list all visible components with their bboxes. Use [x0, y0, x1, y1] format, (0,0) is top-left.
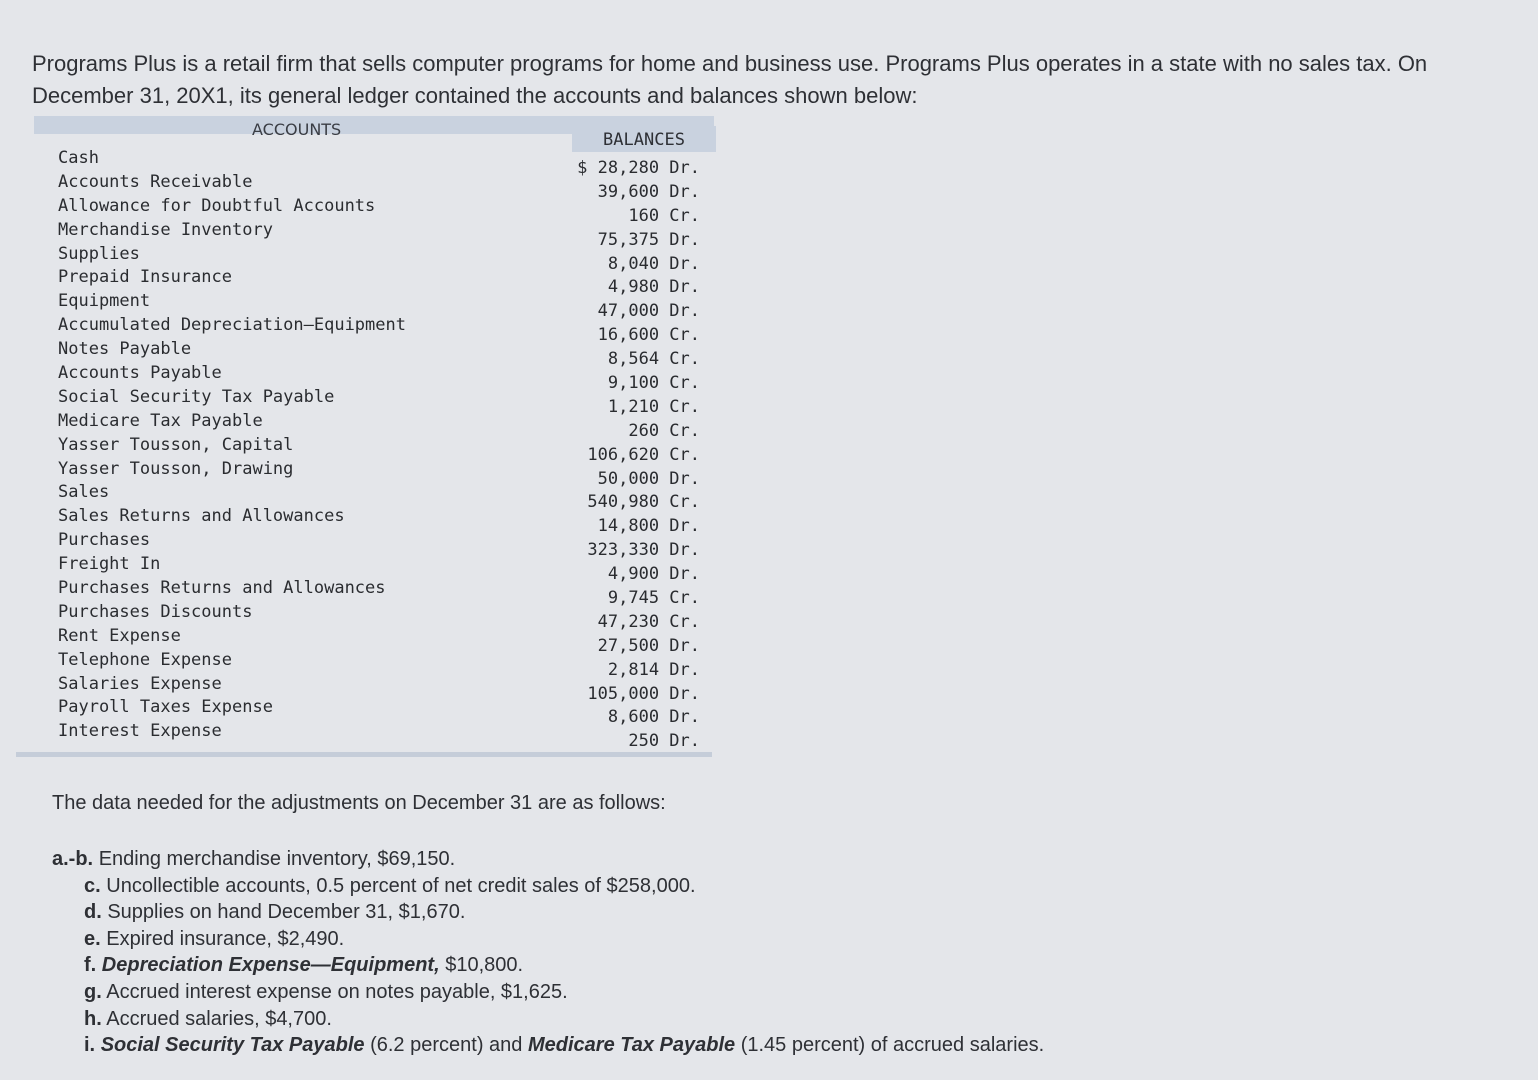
balances-header: BALANCES: [603, 130, 685, 150]
adjustment-account-name: Medicare Tax Payable: [527, 1034, 736, 1057]
table-row: [34, 672, 716, 704]
account-balance: 2,814 Dr.: [607, 659, 700, 680]
account-balance: 9,100 Cr.: [607, 373, 700, 394]
table-row: [34, 600, 716, 632]
account-name: Purchases Returns and Allowances: [58, 578, 386, 599]
account-name: Supplies: [58, 243, 140, 264]
table-row: [34, 337, 716, 370]
account-balance: 50,000 Dr.: [597, 468, 700, 489]
adjustment-e: [52, 926, 1252, 953]
adjustments-title: The data needed for the adjustments on December 31 are as follows:: [52, 792, 666, 814]
account-name: Social Security Tax Payable: [58, 386, 335, 407]
table-row: [34, 194, 716, 226]
adjustment-label: i.: [84, 1034, 96, 1057]
table-row: [34, 576, 716, 609]
adjustment-text: (1.45 percent) of accrued salaries.: [740, 1034, 1045, 1057]
account-balance: $ 28,280 Dr.: [577, 158, 700, 178]
ledger-table: [34, 116, 716, 752]
account-balance: 540,980 Cr.: [587, 492, 700, 513]
adjustment-label: f.: [84, 954, 97, 977]
adjustment-label: c.: [84, 874, 101, 897]
adjustment-h: [52, 1006, 1252, 1033]
account-name: Accounts Receivable: [58, 171, 253, 192]
table-row: [34, 480, 716, 513]
adjustment-label: e.: [84, 927, 101, 950]
account-name: Merchandise Inventory: [58, 219, 273, 240]
table-row: [34, 265, 716, 298]
account-name: Prepaid Insurance: [58, 267, 232, 288]
account-name: Yasser Tousson, Drawing: [58, 458, 294, 479]
account-name: Purchases Discounts: [58, 601, 253, 622]
adjustment-ab: [52, 846, 1252, 873]
table-row: [34, 218, 716, 250]
account-name: Rent Expense: [58, 625, 181, 646]
account-balance: 47,230 Cr.: [597, 611, 700, 632]
account-name: Sales Returns and Allowances: [58, 506, 345, 527]
table-row: [34, 409, 716, 441]
account-name: Allowance for Doubtful Accounts: [58, 195, 376, 216]
adjustment-text: Expired insurance, $2,490.: [106, 927, 345, 950]
account-balance: 250 Dr.: [628, 731, 700, 752]
adjustment-text: $10,800.: [445, 954, 524, 977]
account-balance: 4,900 Dr.: [607, 564, 700, 585]
account-balance: 260 Cr.: [628, 420, 700, 441]
account-name: Purchases: [58, 530, 151, 551]
adjustment-account-name: Depreciation Expense—Equipment,: [101, 954, 440, 977]
account-name: Accumulated Depreciation–Equipment: [58, 315, 406, 336]
adjustment-g: [52, 979, 1252, 1006]
account-name: Cash: [58, 148, 99, 168]
account-balance: 8,564 Cr.: [607, 349, 700, 370]
table-row: [34, 385, 716, 417]
account-balance: 323,330 Dr.: [587, 540, 700, 561]
table-row: [34, 361, 716, 394]
account-name: Accounts Payable: [58, 363, 222, 384]
account-balance: 16,600 Cr.: [597, 325, 700, 346]
account-name: Equipment: [58, 291, 151, 312]
account-balance: 8,600 Dr.: [607, 707, 700, 728]
table-row: [34, 242, 716, 274]
adjustment-account-name: Social Security Tax Payable: [100, 1034, 365, 1057]
adjustment-text: Uncollectible accounts, 0.5 percent of net credit sales of $258,000.: [106, 874, 696, 897]
account-balance: 160 Cr.: [628, 205, 700, 226]
account-name: Telephone Expense: [58, 649, 232, 670]
account-balance: 27,500 Dr.: [597, 635, 700, 656]
account-balance: 105,000 Dr.: [587, 683, 700, 704]
table-row: [34, 504, 716, 537]
account-balance: 9,745 Cr.: [607, 588, 700, 609]
adjustment-label: d.: [84, 901, 102, 924]
account-balance: 1,210 Cr.: [607, 396, 700, 417]
account-name: Freight In: [58, 554, 161, 575]
account-name: Sales: [58, 482, 110, 503]
adjustment-text: Ending merchandise inventory, $69,150.: [98, 848, 456, 870]
adjustment-label: h.: [84, 1007, 102, 1030]
adjustment-text: Supplies on hand December 31, $1,670.: [107, 901, 466, 924]
account-name: Payroll Taxes Expense: [58, 697, 273, 718]
adjustment-i: [52, 1032, 1252, 1059]
account-balance: 8,040 Dr.: [607, 253, 700, 274]
accounts-header: ACCOUNTS: [252, 120, 342, 139]
table-row: [34, 433, 716, 465]
account-name: Medicare Tax Payable: [58, 410, 263, 431]
adjustment-f: [52, 952, 1252, 979]
account-balance: 47,000 Dr.: [597, 301, 700, 322]
table-row: [34, 552, 716, 585]
account-balance: 4,980 Dr.: [607, 277, 700, 298]
account-balance: 14,800 Dr.: [597, 516, 700, 537]
adjustment-c: [52, 873, 1252, 900]
adjustment-d: [52, 899, 1252, 926]
table-row: [34, 719, 716, 752]
table-row: [34, 528, 716, 561]
table-row: [34, 289, 716, 322]
table-row: [34, 624, 716, 656]
adjustment-label: g.: [84, 980, 102, 1003]
account-balance: 75,375 Dr.: [597, 229, 700, 250]
adjustments-list: [52, 846, 1252, 1059]
account-name: Yasser Tousson, Capital: [58, 434, 294, 455]
intro-paragraph: Programs Plus is a retail firm that sells computer programs for home and business use. Programs Plus operates in a state with no sales tax. On December 31, 20X1, its general ledger contained the accounts and balances shown below:: [32, 51, 1428, 108]
adjustment-text: Accrued interest expense on notes payable, $1,625.: [106, 980, 568, 1003]
table-row: [34, 695, 716, 728]
adjustment-label: a.-b.: [52, 848, 94, 870]
table-row: [34, 457, 716, 489]
adjustment-text: Accrued salaries, $4,700.: [106, 1007, 332, 1030]
account-name: Interest Expense: [58, 721, 222, 742]
account-name: Salaries Expense: [58, 673, 222, 694]
table-row: [34, 146, 716, 178]
table-row: [34, 648, 716, 680]
account-name: Notes Payable: [58, 339, 192, 360]
table-row: [34, 170, 716, 202]
account-balance: 39,600 Dr.: [597, 181, 700, 202]
table-bottom-rule: [16, 752, 712, 757]
table-body: [34, 146, 716, 752]
table-row: [34, 313, 716, 346]
adjustment-text: (6.2 percent) and: [370, 1034, 523, 1057]
account-balance: 106,620 Cr.: [587, 444, 700, 465]
